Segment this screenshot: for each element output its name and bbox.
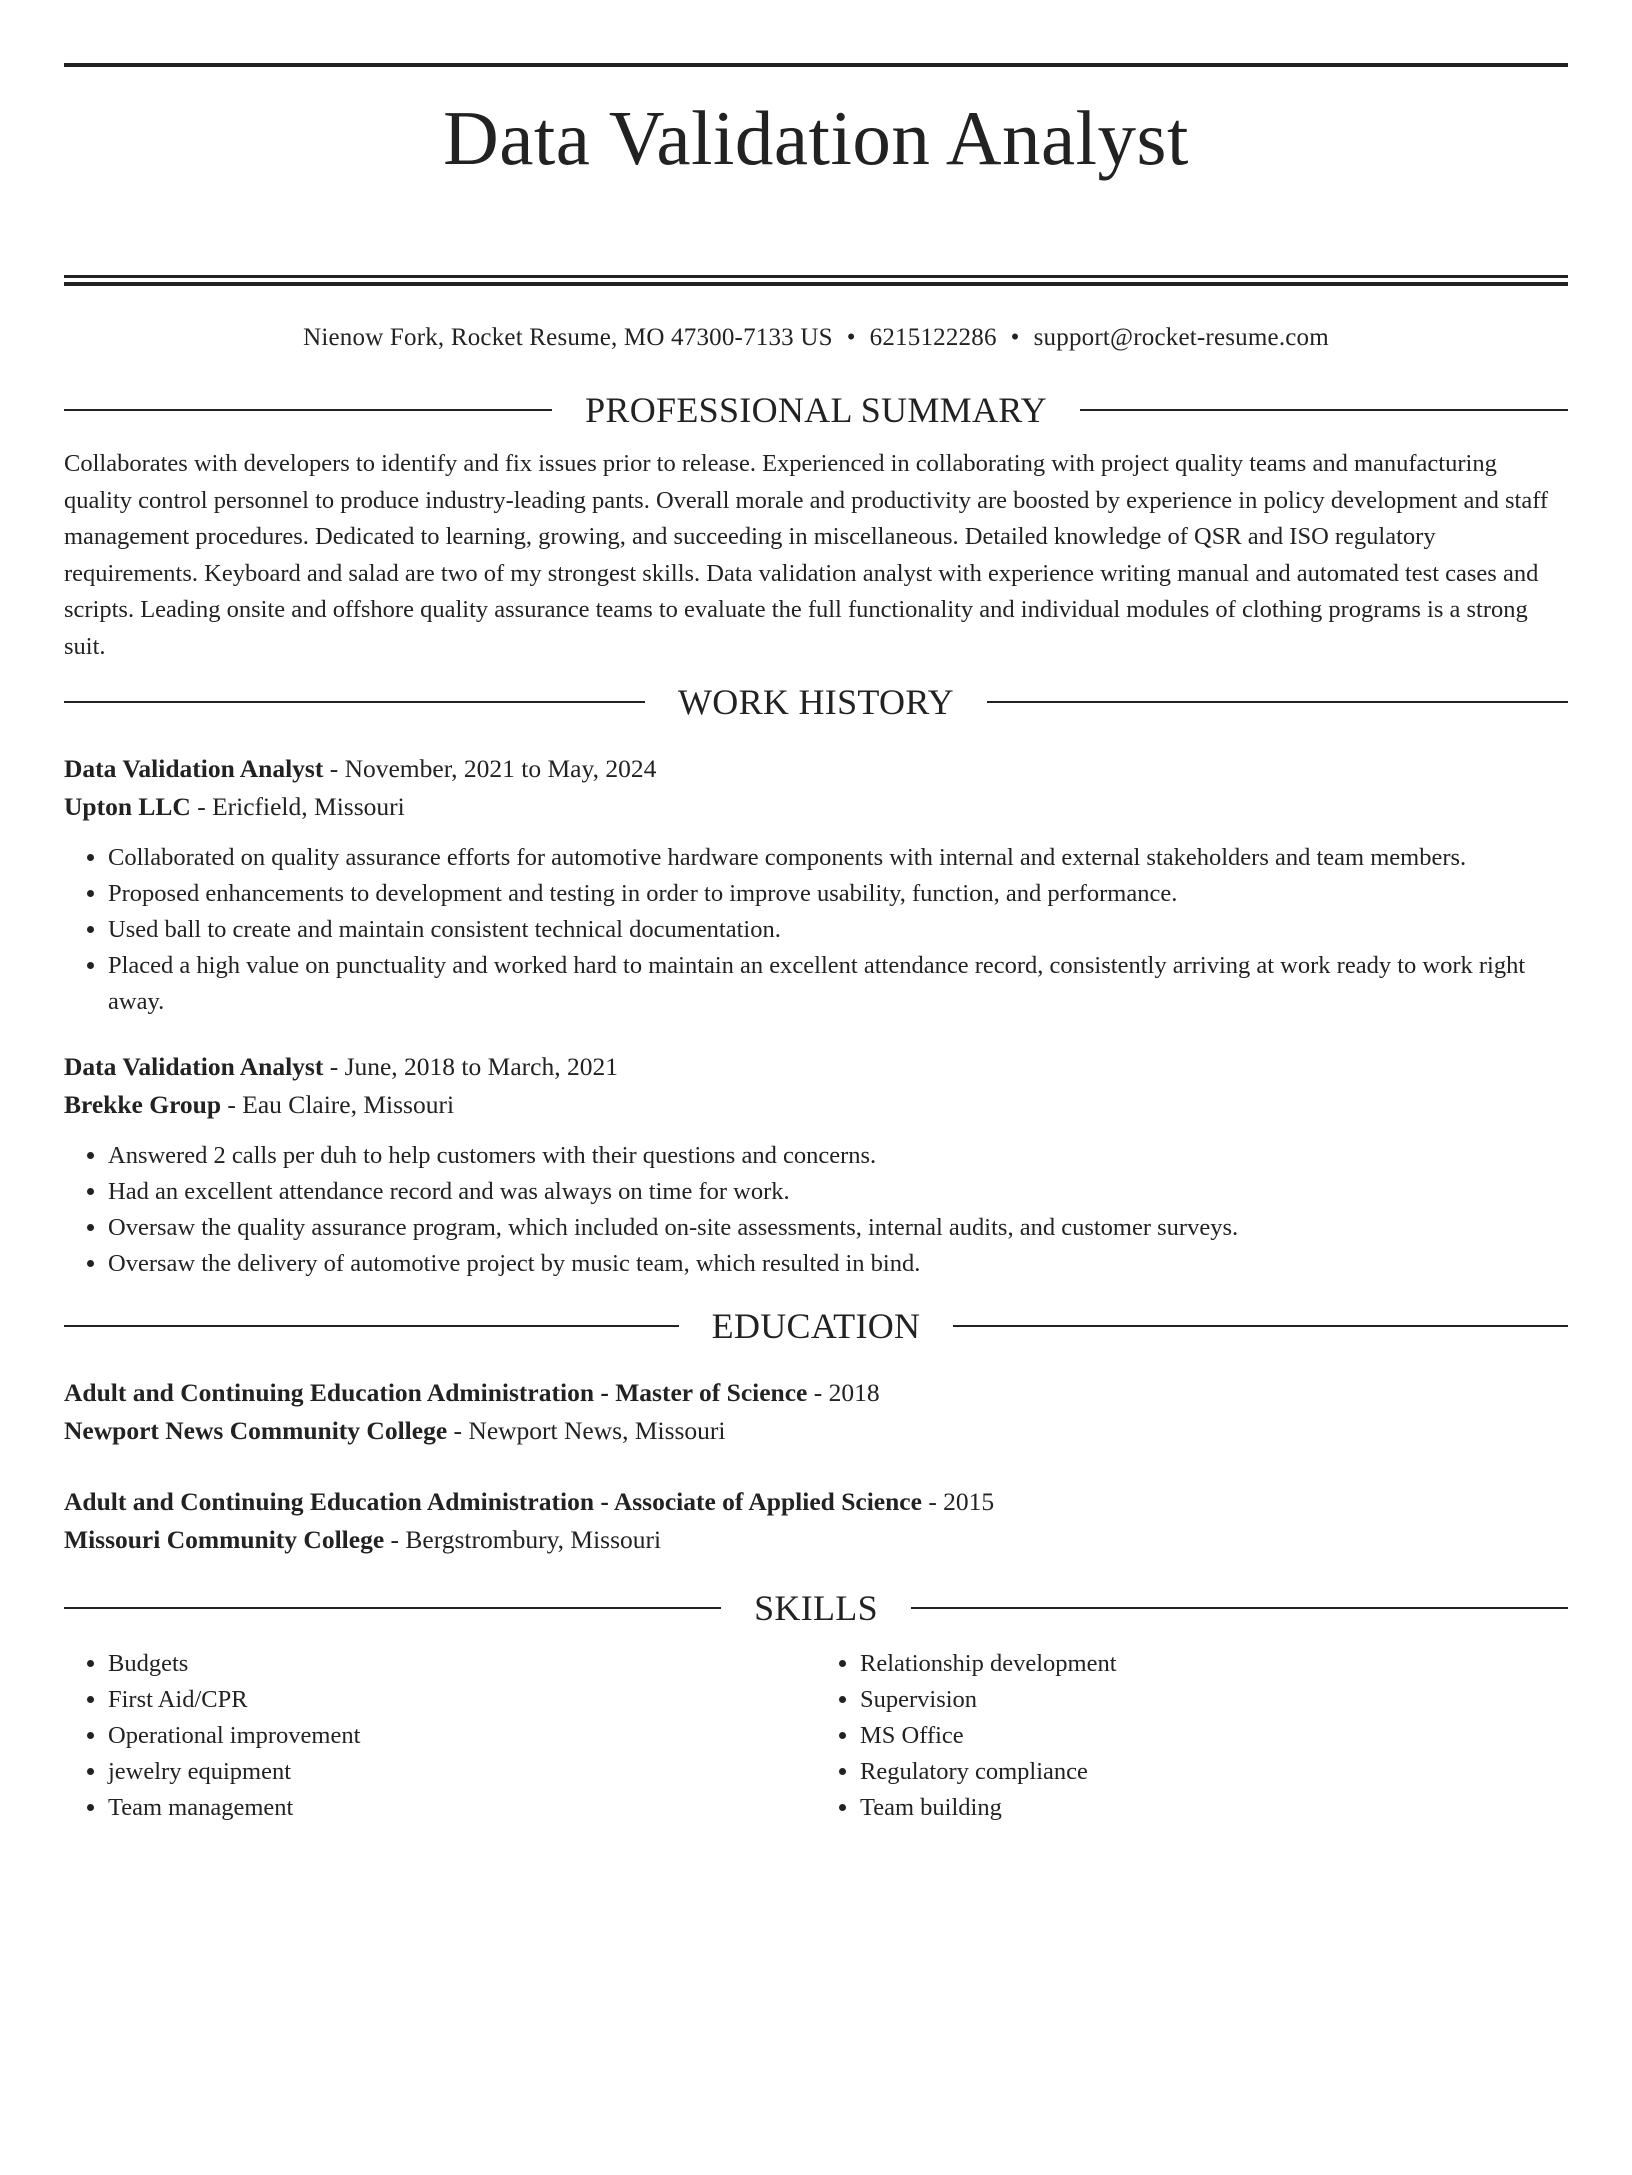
summary-text: Collaborates with developers to identify and fix issues prior to release. Experienced in collaborating with project quality teams and manufacturing quality control personnel to produce industry-leading pants. Overall morale and productivity are boosted by experience in policy development and staff management procedures. Dedicated to learning, growing, and succeeding in miscellaneous. Detailed knowledge of QSR and ISO regulatory requirements. Keyboard and salad are two of my strongest skills. Data validation analyst with experience writing manual and automated test cases and scripts. Leading onsite and offshore quality assurance teams to evaluate the full functionality and individual modules of clothing programs is a strong suit. (64, 450, 1549, 660)
skill-item: • Relationship development (860, 1646, 1568, 1682)
degree-line (64, 1374, 1568, 1412)
section-rule-right (987, 701, 1568, 703)
skill-item: • jewelry equipment (108, 1754, 816, 1790)
job-title: Data Validation Analyst (64, 1052, 324, 1081)
skills-column-right (816, 1646, 1568, 1826)
degree-line (64, 1483, 1568, 1521)
job-dates: - November, 2021 to May, 2024 (323, 754, 657, 783)
degree-name: Adult and Continuing Education Administration - Associate of Applied Science (64, 1487, 922, 1516)
contact-line (64, 321, 1568, 355)
school-name: Newport News Community College (64, 1416, 448, 1445)
skills-heading: SKILLS (754, 1588, 878, 1628)
summary-section-header (64, 388, 1568, 432)
skills-section-header (64, 1586, 1568, 1630)
section-rule-left (64, 1325, 679, 1327)
work-section-header (64, 680, 1568, 724)
section-rule-right (953, 1325, 1568, 1327)
resume-title: Data Validation Analyst (443, 95, 1189, 181)
job-company-line (64, 788, 1568, 826)
skill-item: • Regulatory compliance (860, 1754, 1568, 1790)
section-rule-left (64, 1607, 721, 1609)
summary-heading: PROFESSIONAL SUMMARY (585, 390, 1047, 430)
job-entry (64, 750, 1568, 1020)
school-name: Missouri Community College (64, 1525, 385, 1554)
skill-item: • First Aid/CPR (108, 1682, 816, 1718)
skill-item: • MS Office (860, 1718, 1568, 1754)
skill-item: • Operational improvement (108, 1718, 816, 1754)
job-title-line (64, 750, 1568, 788)
job-bullet: • Had an excellent attendance record and was always on time for work. (108, 1174, 1568, 1210)
header-double-divider (64, 275, 1568, 286)
skill-item: • Team building (860, 1790, 1568, 1826)
job-company-line (64, 1086, 1568, 1124)
skill-item: • Budgets (108, 1646, 816, 1682)
job-entry (64, 1048, 1568, 1282)
education-entry (64, 1374, 1568, 1450)
degree-year: - 2018 (807, 1378, 880, 1407)
contact-separator: • (846, 324, 856, 351)
job-bullet: • Proposed enhancements to development and testing in order to improve usability, function, and performance. (108, 876, 1568, 912)
degree-name: Adult and Continuing Education Administration - Master of Science (64, 1378, 808, 1407)
section-rule-right (1080, 409, 1568, 411)
skills-list (64, 1646, 1568, 1826)
contact-phone: 6215122286 (869, 324, 997, 351)
skills-column-left (64, 1646, 816, 1826)
job-bullets (64, 840, 1568, 1020)
job-bullet: • Used ball to create and maintain consistent technical documentation. (108, 912, 1568, 948)
job-bullet: • Answered 2 calls per duh to help customers with their questions and concerns. (108, 1138, 1568, 1174)
section-rule-left (64, 409, 552, 411)
job-company: Brekke Group (64, 1090, 222, 1119)
education-entry (64, 1483, 1568, 1559)
school-location: - Newport News, Missouri (447, 1416, 726, 1445)
job-bullets (64, 1138, 1568, 1282)
job-bullet: • Collaborated on quality assurance efforts for automotive hardware components with internal and external stakeholders and team members. (108, 840, 1568, 876)
section-rule-right (911, 1607, 1568, 1609)
job-bullet: • Oversaw the quality assurance program, which included on-site assessments, internal audits, and customer surveys. (108, 1210, 1568, 1246)
job-dates: - June, 2018 to March, 2021 (323, 1052, 618, 1081)
contact-email: support@rocket-resume.com (1033, 324, 1329, 351)
skill-item: • Supervision (860, 1682, 1568, 1718)
job-location: - Eau Claire, Missouri (221, 1090, 455, 1119)
job-location: - Ericfield, Missouri (190, 792, 405, 821)
education-heading: EDUCATION (711, 1306, 921, 1346)
section-rule-left (64, 701, 645, 703)
job-company: Upton LLC (64, 792, 191, 821)
job-title: Data Validation Analyst (64, 754, 324, 783)
resume-page (0, 63, 1632, 2175)
job-title-line (64, 1048, 1568, 1086)
contact-separator: • (1010, 324, 1020, 351)
contact-address: Nienow Fork, Rocket Resume, MO 47300-7133 US (303, 324, 833, 351)
school-location: - Bergstrombury, Missouri (384, 1525, 662, 1554)
job-bullet: • Placed a high value on punctuality and worked hard to maintain an excellent attendance record, consistently arriving at work ready to work right away. (108, 948, 1568, 1020)
degree-year: - 2015 (921, 1487, 995, 1516)
work-heading: WORK HISTORY (678, 682, 954, 722)
skill-item: • Team management (108, 1790, 816, 1826)
job-bullet: • Oversaw the delivery of automotive project by music team, which resulted in bind. (108, 1246, 1568, 1282)
education-section-header (64, 1304, 1568, 1348)
school-line (64, 1521, 1568, 1559)
school-line (64, 1412, 1568, 1450)
